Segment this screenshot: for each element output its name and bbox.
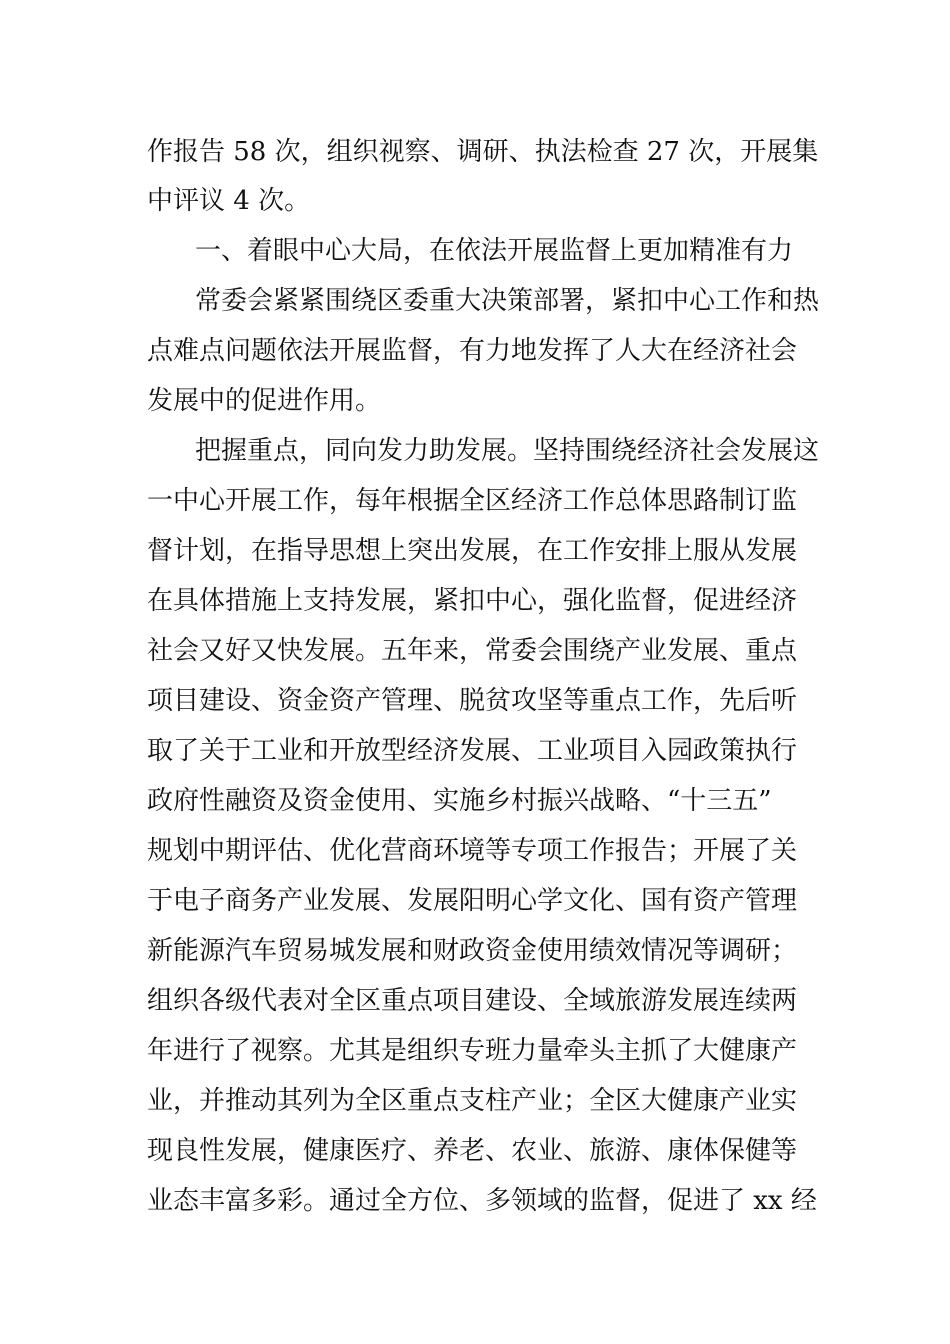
text-line: 规划中期评估、优化营商环境等专项工作报告；开展了关: [147, 836, 798, 866]
text-line: 督计划，在指导思想上突出发展，在工作安排上服从发展: [147, 536, 798, 566]
text-line: 现良性发展，健康医疗、养老、农业、旅游、康体保健等: [147, 1136, 798, 1166]
text-line: 作报告 58 次，组织视察、调研、执法检查 27 次，开展集: [147, 137, 819, 167]
text-line: 年进行了视察。尤其是组织专班力量牵头主抓了大健康产: [147, 1036, 798, 1066]
text-line: 发展中的促进作用。: [147, 386, 382, 416]
text-line: 项目建设、资金资产管理、脱贫攻坚等重点工作，先后听: [147, 686, 798, 716]
text-line: 中评议 4 次。: [147, 186, 311, 216]
text-line: 点难点问题依法开展监督，有力地发挥了人大在经济社会: [147, 336, 798, 366]
text-line: 常委会紧紧围绕区委重大决策部署，紧扣中心工作和热: [195, 286, 820, 316]
text-line: 把握重点，同向发力助发展。坚持围绕经济社会发展这: [195, 436, 820, 466]
text-line: 业，并推动其列为全区重点支柱产业；全区大健康产业实: [147, 1086, 798, 1116]
text-line: 政府性融资及资金使用、实施乡村振兴战略、“十三五”: [147, 786, 772, 816]
text-line: 业态丰富多彩。通过全方位、多领域的监督，促进了 xx 经: [147, 1186, 817, 1216]
text-line: 一中心开展工作，每年根据全区经济工作总体思路制订监: [147, 486, 798, 516]
text-line: 取了关于工业和开放型经济发展、工业项目入园政策执行: [147, 736, 798, 766]
text-line: 在具体措施上支持发展，紧扣中心，强化监督，促进经济: [147, 586, 798, 616]
section-heading: 一、着眼中心大局，在依法开展监督上更加精准有力: [195, 236, 794, 266]
text-line: 社会又好又快发展。五年来，常委会围绕产业发展、重点: [147, 636, 798, 666]
text-line: 于电子商务产业发展、发展阳明心学文化、国有资产管理: [147, 886, 798, 916]
text-line: 组织各级代表对全区重点项目建设、全域旅游发展连续两: [147, 986, 798, 1016]
text-line: 新能源汽车贸易城发展和财政资金使用绩效情况等调研；: [147, 936, 798, 966]
